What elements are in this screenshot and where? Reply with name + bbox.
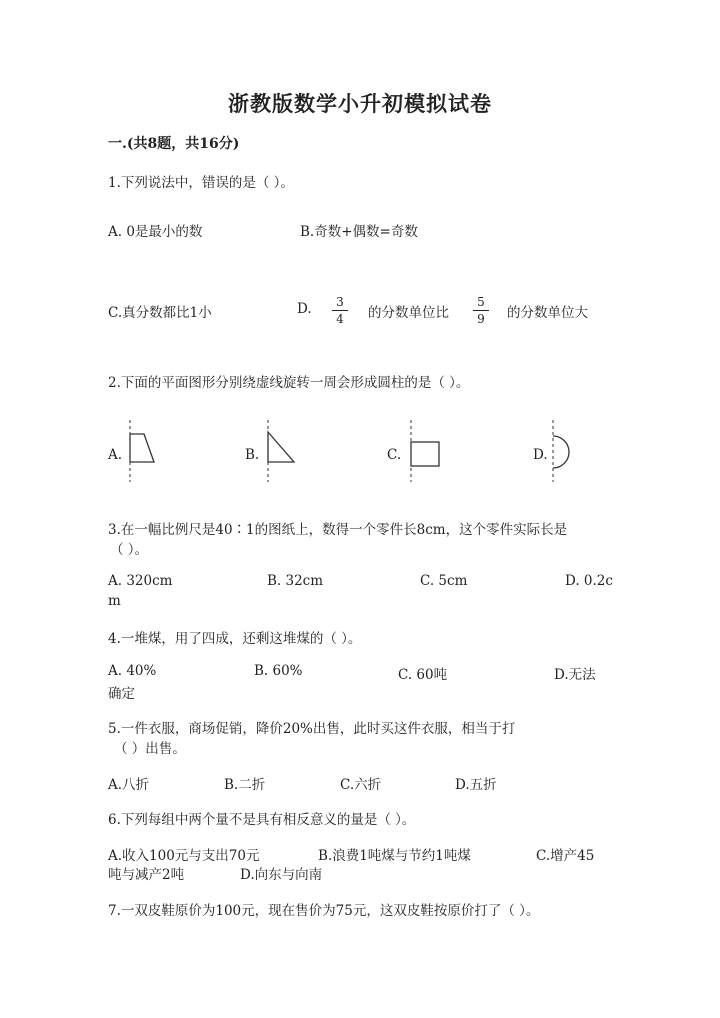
rectangle-figure (403, 420, 443, 482)
fraction-numerator: 5 (477, 295, 485, 309)
q2-option-c[interactable]: C. (387, 447, 402, 463)
semicircle-figure (545, 420, 585, 482)
q1-option-d-end: 的分数单位大 (507, 305, 588, 321)
q2-option-d[interactable]: D. (533, 447, 548, 463)
triangle-figure (260, 420, 300, 482)
q3-option-b[interactable]: B. 32cm (267, 573, 324, 589)
q4-option-a[interactable]: A. 40% (108, 663, 157, 679)
q4-option-d[interactable]: D.无法 (554, 667, 596, 683)
q5-option-b[interactable]: B.二折 (224, 777, 266, 793)
q6-stem: 6.下列每组中两个量不是具有相反意义的量是（ ）。 (108, 812, 416, 828)
q6-option-c-wrap: 吨与减产2吨 (108, 867, 185, 883)
q1-stem: 1.下列说法中，错误的是（ ）。 (108, 175, 294, 191)
q5-option-d[interactable]: D.五折 (455, 777, 497, 793)
q2-option-b[interactable]: B. (245, 447, 260, 463)
fraction-denominator: 4 (336, 312, 344, 326)
q5-option-a[interactable]: A.八折 (108, 777, 150, 793)
q2-stem: 2.下面的平面图形分别绕虚线旋转一周会形成圆柱的是（ ）。 (108, 375, 470, 391)
q1-option-b[interactable]: B.奇数+偶数=奇数 (300, 224, 418, 240)
q6-option-b[interactable]: B.浪费1吨煤与节约1吨煤 (318, 848, 471, 864)
fraction-five-ninths (473, 295, 489, 326)
q1-option-a[interactable]: A. 0是最小的数 (108, 224, 203, 240)
q7-stem: 7.一双皮鞋原价为100元，现在售价为75元，这双皮鞋按原价打了（ ）。 (108, 903, 540, 919)
q3-option-d[interactable]: D. 0.2c (565, 573, 613, 589)
fraction-three-quarters (332, 295, 348, 326)
trapezoid-figure (122, 420, 162, 482)
q3-stem: 3.在一幅比例尺是40∶1的图纸上，数得一个零件长8cm，这个零件实际长是 (108, 522, 568, 538)
q3-stem-blank: （ ）。 (110, 542, 149, 558)
q1-option-c[interactable]: C.真分数都比1小 (108, 305, 212, 321)
q5-option-c[interactable]: C.六折 (340, 777, 382, 793)
page-title: 浙教版数学小升初模拟试卷 (228, 91, 492, 116)
q1-option-d[interactable]: D. (297, 301, 312, 317)
q3-option-d-wrap: m (108, 593, 121, 609)
q6-option-a[interactable]: A.收入100元与支出70元 (108, 848, 260, 864)
q4-option-d-wrap: 确定 (108, 686, 135, 702)
q6-option-c[interactable]: C.增产45 (536, 848, 595, 864)
q4-option-c[interactable]: C. 60吨 (398, 667, 448, 683)
q5-stem: 5.一件衣服，商场促销，降价20%出售，此时买这件衣服，相当于打 (108, 721, 516, 737)
q5-stem-blank: （ ）出售。 (114, 741, 186, 757)
q4-option-b[interactable]: B. 60% (254, 663, 303, 679)
q3-option-c[interactable]: C. 5cm (420, 573, 468, 589)
fraction-denominator: 9 (477, 312, 485, 326)
q1-option-d-middle: 的分数单位比 (368, 305, 449, 321)
q4-stem: 4.一堆煤，用了四成，还剩这堆煤的（ ）。 (108, 631, 362, 647)
q2-option-a[interactable]: A. (108, 447, 123, 463)
q3-option-a[interactable]: A. 320cm (108, 573, 173, 589)
q6-option-d[interactable]: D.向东与向南 (240, 867, 323, 883)
fraction-numerator: 3 (336, 295, 344, 309)
section-heading: 一.(共8题，共16分) (108, 136, 240, 152)
